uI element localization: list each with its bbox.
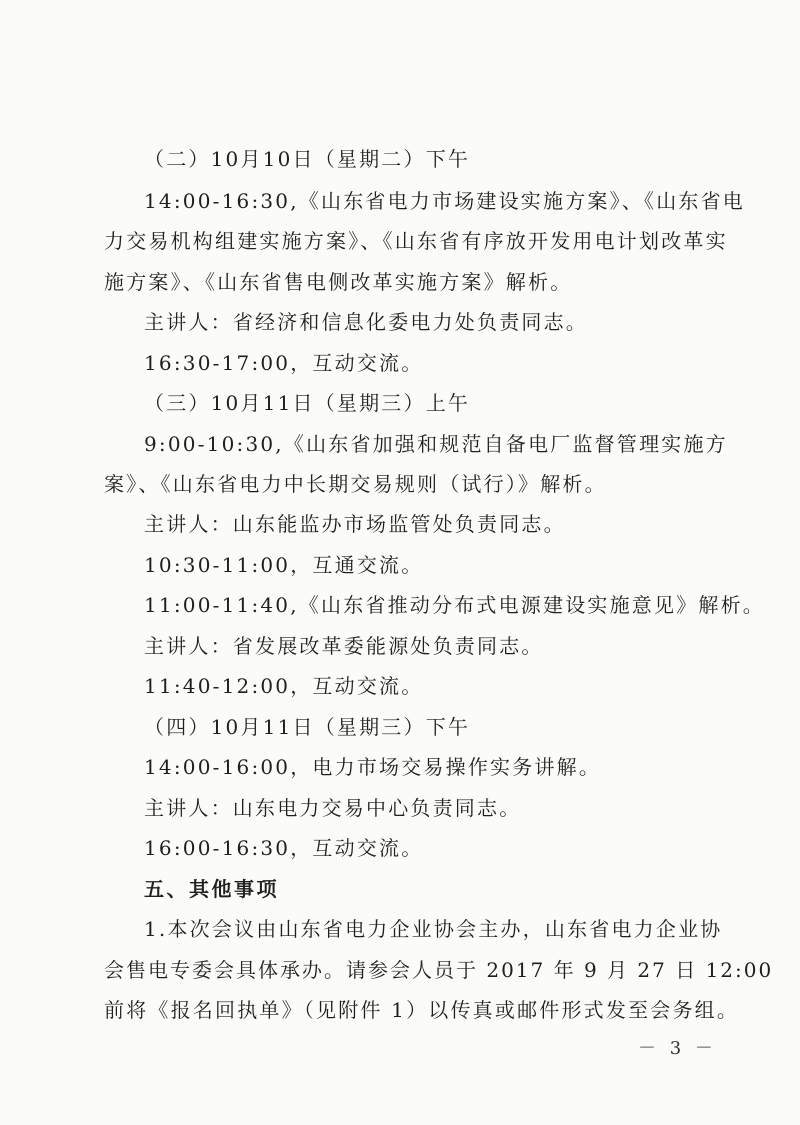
paragraph-line: 9:00-10:30,《山东省加强和规范自备电厂监督管理实施方	[144, 432, 728, 456]
page-number: － 3 －	[638, 1038, 717, 1059]
section-heading-5: 五、其他事项	[144, 877, 279, 901]
paragraph-line: 14:00-16:00，电力市场交易操作实务讲解。	[144, 755, 602, 779]
paragraph-line: 1.本次会议由山东省电力企业协会主办，山东省电力企业协	[144, 917, 723, 941]
section-heading-3: （三）10月11日（星期三）上午	[144, 391, 471, 415]
paragraph-line: 案》、《山东省电力中长期交易规则（试行）》解析。	[104, 472, 607, 496]
paragraph-line: 施方案》、《山东省售电侧改革实施方案》解析。	[104, 270, 573, 294]
speaker-line: 主讲人：省发展改革委能源处负责同志。	[144, 634, 544, 658]
section-heading-2: （二）10月10日（星期二）下午	[144, 147, 471, 171]
paragraph-line: 16:00-16:30，互动交流。	[144, 836, 424, 860]
speaker-line: 主讲人：山东电力交易中心负责同志。	[144, 796, 522, 820]
section-heading-4: （四）10月11日（星期三）下午	[144, 715, 471, 739]
paragraph-line: 16:30-17:00，互动交流。	[144, 351, 424, 375]
speaker-line: 主讲人：山东能监办市场监管处负责同志。	[144, 512, 566, 536]
paragraph-line: 14:00-16:30,《山东省电力市场建设实施方案》、《山东省电	[144, 189, 745, 213]
paragraph-line: 11:00-11:40,《山东省推动分布式电源建设实施意见》解析。	[144, 593, 765, 617]
speaker-line: 主讲人：省经济和信息化委电力处负责同志。	[144, 310, 588, 334]
paragraph-line: 10:30-11:00，互通交流。	[144, 553, 424, 577]
paragraph-line: 前将《报名回执单》（见附件 1）以传真或邮件形式发至会务组。	[104, 998, 740, 1022]
paragraph-line: 11:40-12:00，互动交流。	[144, 674, 424, 698]
paragraph-line: 会售电专委会具体承办。请参会人员于 2017 年 9 月 27 日 12:00	[104, 958, 774, 982]
paragraph-line: 力交易机构组建实施方案》、《山东省有序放开发用电计划改革实	[104, 229, 728, 253]
